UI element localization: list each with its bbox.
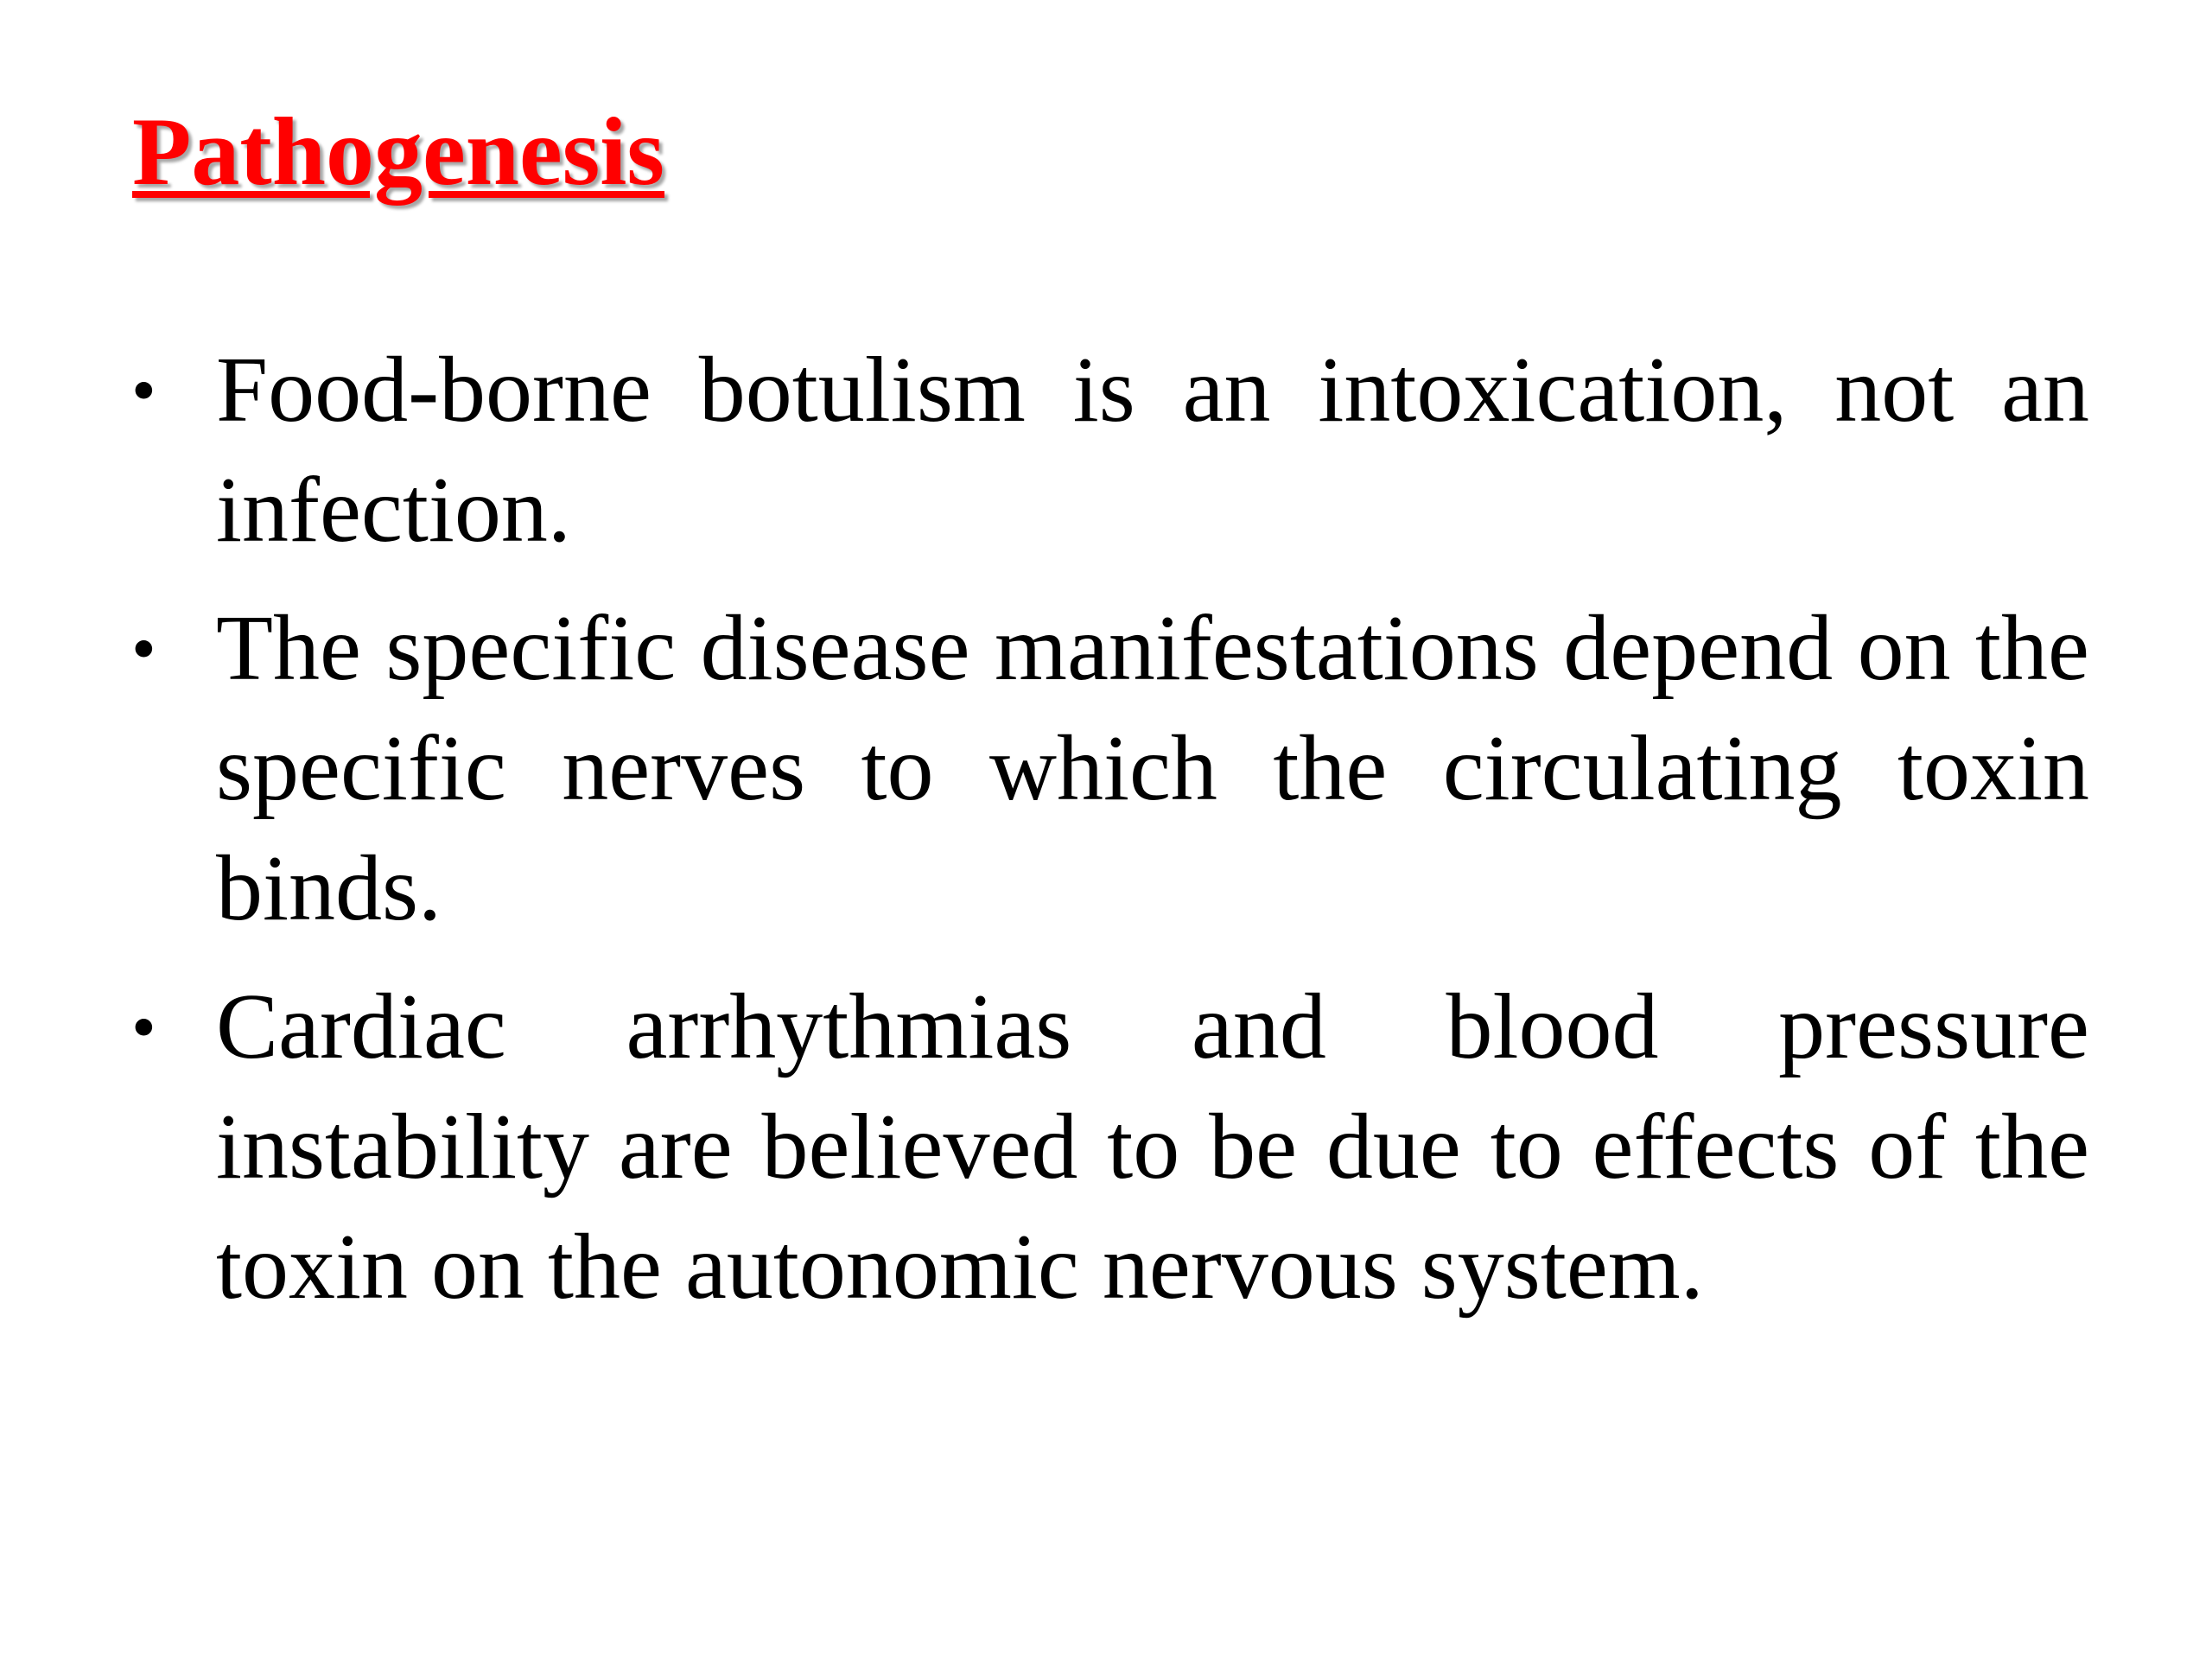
slide-title: Pathogenesis	[132, 99, 664, 206]
bullet-icon: •	[131, 609, 156, 688]
bullet-item	[131, 330, 2089, 570]
bullet-item	[131, 588, 2089, 949]
bullet-text: The specific disease manifestations depend on the specific nerves to which the circulating toxin binds.	[216, 597, 2089, 940]
bullet-item	[131, 967, 2089, 1327]
bullet-list	[131, 330, 2089, 1345]
bullet-icon: •	[131, 351, 156, 429]
bullet-icon: •	[131, 988, 156, 1066]
bullet-text: Cardiac arrhythmias and blood pressure instability are believed to be due to effects of the toxin on the autonomic nervous system.	[216, 976, 2089, 1319]
bullet-text: Food-borne botulism is an intoxication, not an infection.	[216, 339, 2089, 562]
